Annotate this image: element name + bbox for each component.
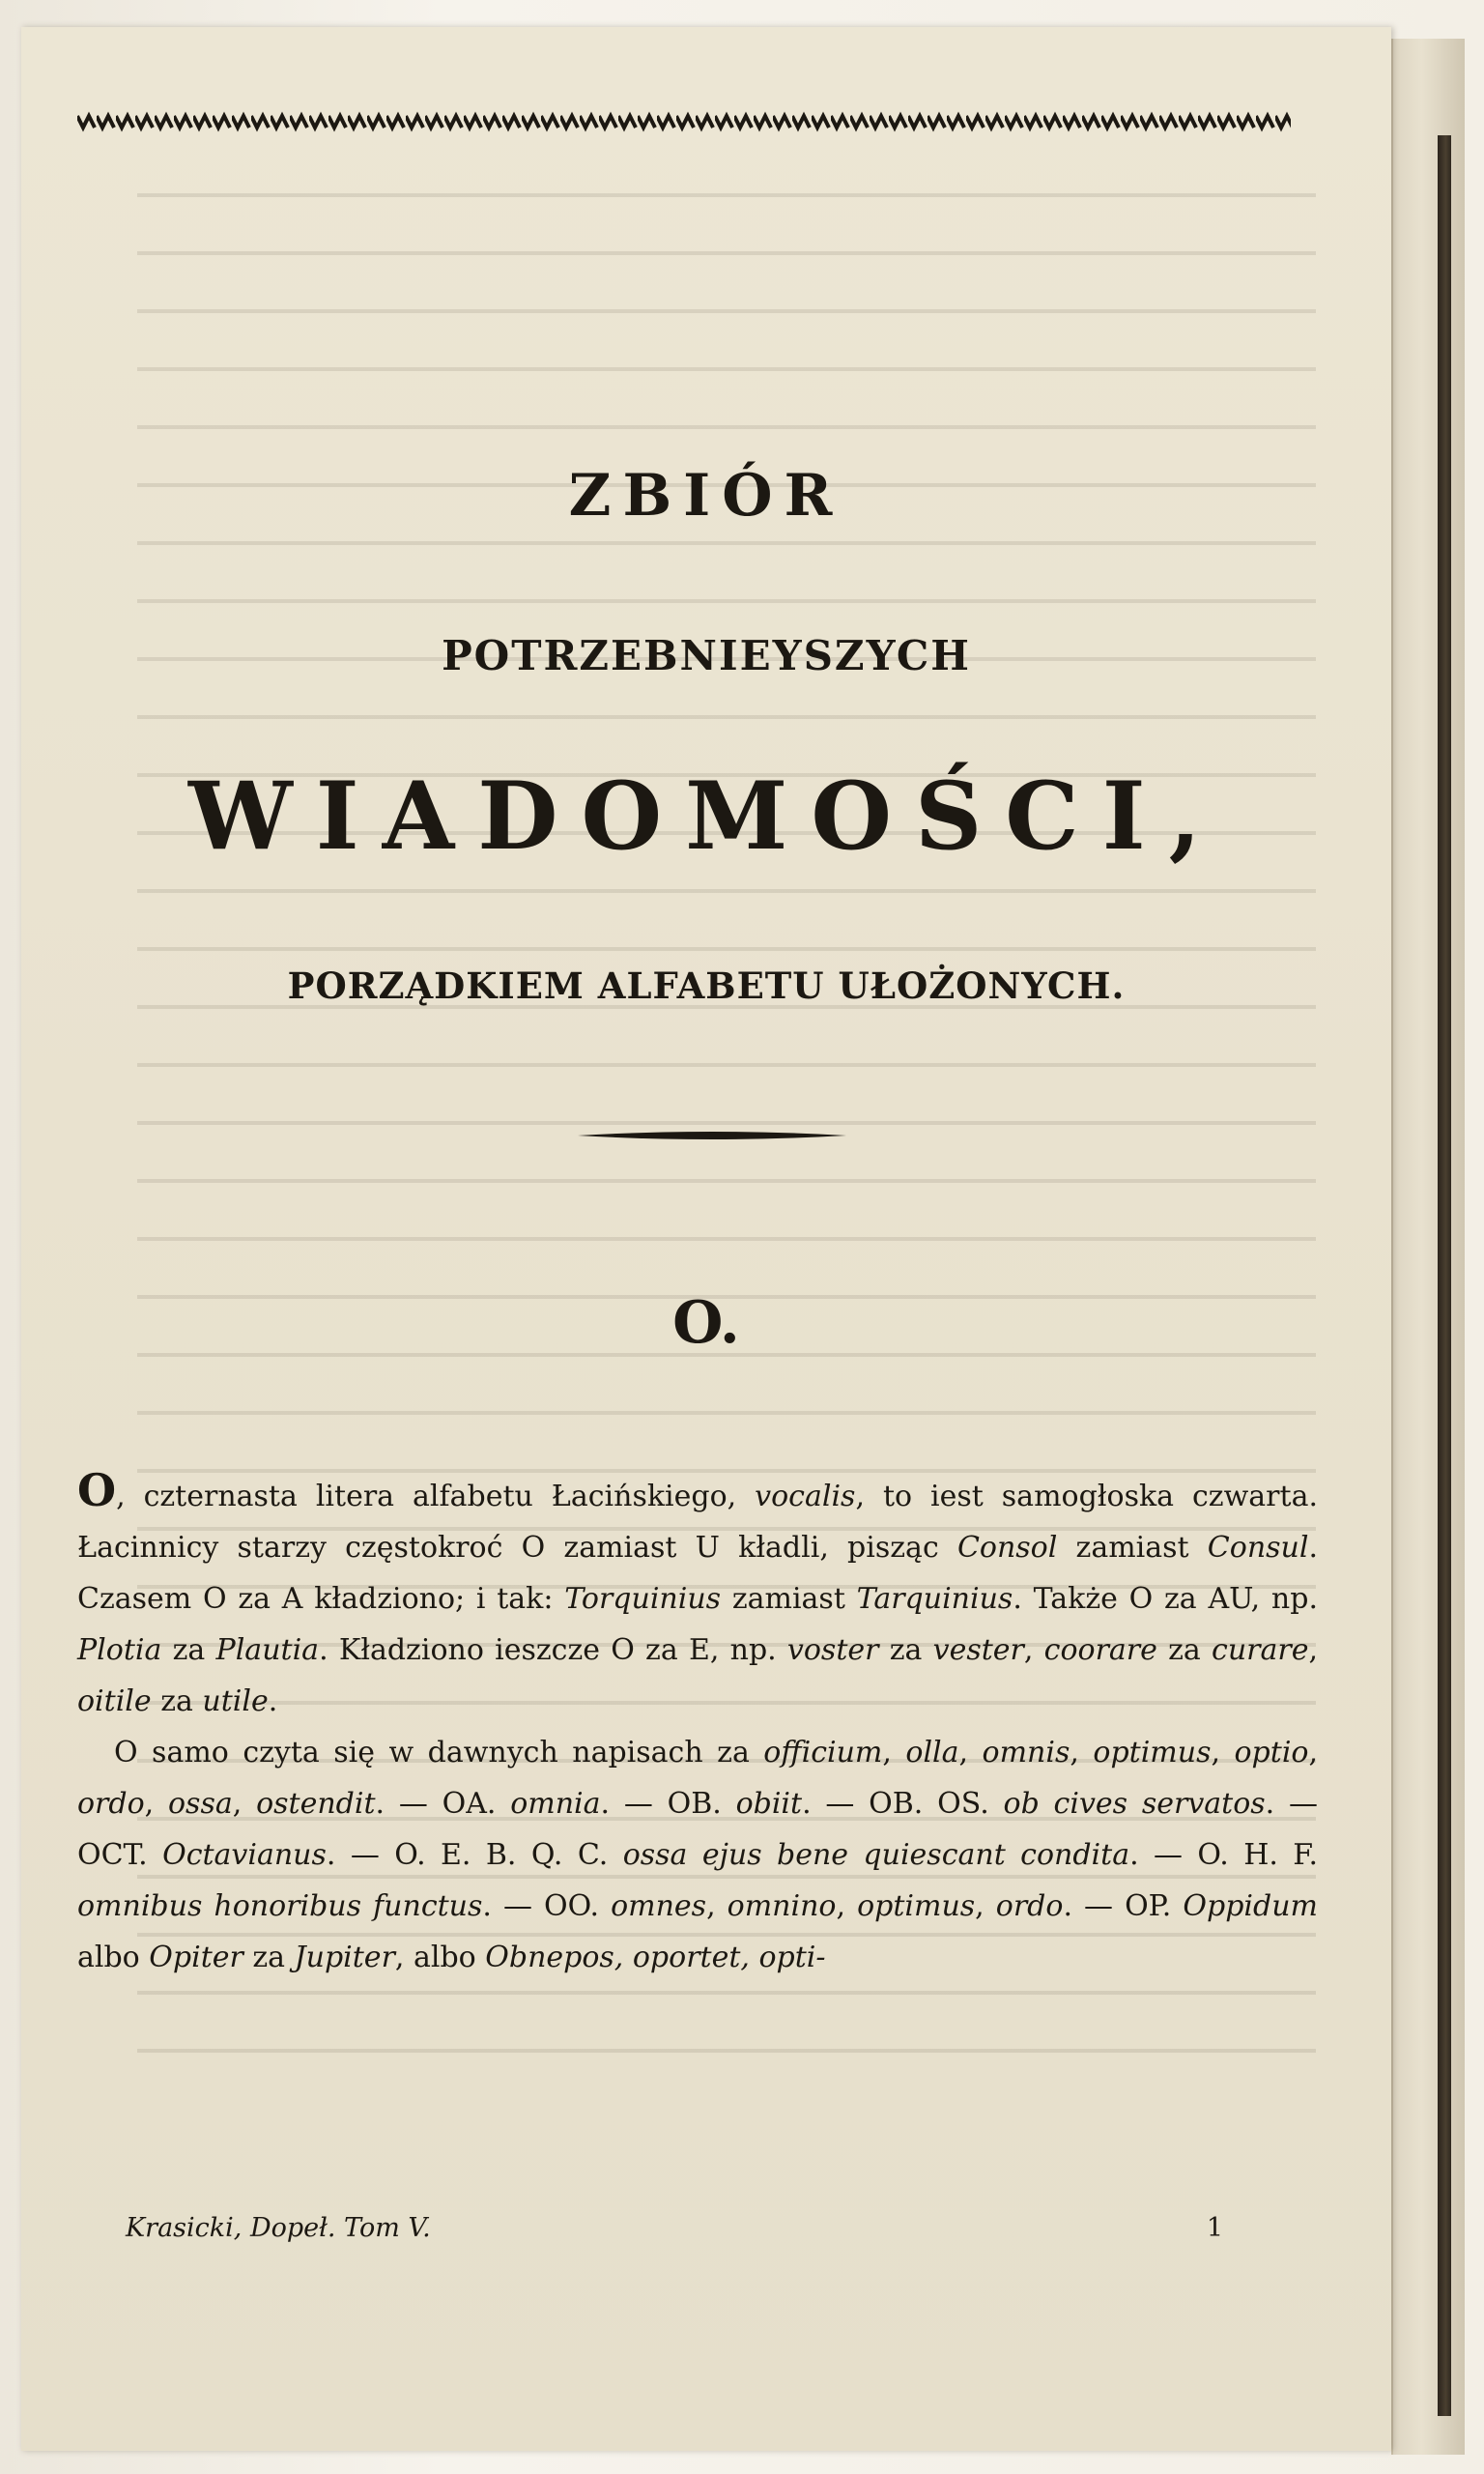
- italic-term: omnino: [727, 1889, 837, 1923]
- italic-term: omnis: [982, 1736, 1070, 1769]
- entry-body-text: [77, 1465, 1318, 1983]
- section-heading-letter: O.: [672, 1289, 740, 1357]
- italic-term: optio: [1234, 1736, 1309, 1769]
- italic-term: utile: [202, 1684, 269, 1718]
- text-run: ,: [144, 1787, 168, 1821]
- sheet-number: 1: [1206, 2213, 1223, 2243]
- paragraph-letter-o: [77, 1465, 1318, 1727]
- text-run: O samo czyta się w dawnych napisach za: [114, 1736, 764, 1769]
- italic-term: optimus: [1093, 1736, 1212, 1769]
- italic-term: omnia: [510, 1787, 601, 1821]
- text-run: . — OO.: [482, 1889, 612, 1923]
- italic-term: vester: [932, 1633, 1024, 1667]
- book-page-edges: [1391, 39, 1465, 2455]
- text-run: , to iest samogłoska czwarta. Łacinnicy starzy częstokroć O zamiast U kładli, pisząc: [77, 1480, 1318, 1565]
- book-page: [21, 27, 1391, 2451]
- italic-term: ossa: [168, 1787, 233, 1821]
- paragraph-abbreviations: [77, 1727, 1318, 1983]
- italic-term: vocalis: [755, 1480, 856, 1513]
- title-line-potrzebnieyszych: POTRZEBNIEYSZYCH: [442, 632, 971, 679]
- text-run: za: [878, 1633, 933, 1667]
- title-line-porzadkiem: PORZĄDKIEM ALFABETU UŁOŻONYCH.: [287, 964, 1126, 1007]
- text-run: . — OB.: [600, 1787, 736, 1821]
- text-run: . Kładziono ieszcze O za E, np.: [319, 1633, 787, 1667]
- text-run: . — O. H. F.: [1129, 1838, 1318, 1872]
- italic-term: Plautia: [215, 1633, 320, 1667]
- text-run: ,: [232, 1787, 257, 1821]
- text-run: . — OB. OS.: [802, 1787, 1004, 1821]
- text-run: ,: [836, 1889, 858, 1923]
- italic-term: ossa ejus bene quiescant condita: [622, 1838, 1130, 1872]
- text-run: . — OP.: [1063, 1889, 1184, 1923]
- signature-mark: Krasicki, Dopeł. Tom V.: [126, 2213, 431, 2243]
- italic-term: olla: [905, 1736, 959, 1769]
- italic-term: Torquinius: [564, 1582, 722, 1616]
- text-run: zamiast: [1057, 1531, 1208, 1565]
- text-run: albo: [77, 1941, 150, 1974]
- wavy-ornament-rule: [77, 102, 1291, 141]
- italic-term: ordo: [77, 1787, 145, 1821]
- title-line-wiadomosci: WIADOMOŚCI,: [187, 762, 1225, 871]
- text-run: za: [151, 1684, 203, 1718]
- text-run: . — OA.: [375, 1787, 511, 1821]
- italic-term: Tarquinius: [856, 1582, 1013, 1616]
- page-footer: [126, 2213, 1223, 2243]
- text-run: za: [243, 1941, 295, 1974]
- italic-term: officium: [763, 1736, 883, 1769]
- text-run: , albo: [394, 1941, 486, 1974]
- text-run: zamiast: [721, 1582, 857, 1616]
- book-spine: [1438, 135, 1451, 2416]
- italic-term: Opiter: [149, 1941, 243, 1974]
- text-run: . — OCT.: [77, 1787, 1318, 1872]
- italic-term: obiit: [735, 1787, 803, 1821]
- title-line-zbior: ZBIÓR: [568, 462, 844, 530]
- text-run: . Czasem O za A kładziono; i tak:: [77, 1531, 1318, 1616]
- text-run: ,: [706, 1889, 728, 1923]
- text-run: . Także O za AU, np.: [1013, 1582, 1318, 1616]
- italic-term: Consul: [1207, 1531, 1309, 1565]
- italic-term: coorare: [1043, 1633, 1157, 1667]
- italic-term: Oppidum: [1183, 1889, 1318, 1923]
- text-run: za: [1156, 1633, 1213, 1667]
- italic-term: Consol: [956, 1531, 1058, 1565]
- italic-term: voster: [786, 1633, 879, 1667]
- text-run: ,: [882, 1736, 906, 1769]
- italic-term: ob cives servatos: [1003, 1787, 1266, 1821]
- text-run: ,: [1308, 1633, 1319, 1667]
- italic-term: optimus: [857, 1889, 976, 1923]
- italic-term: Obnepos, oportet, opti-: [485, 1941, 826, 1974]
- italic-term: Plotia: [77, 1633, 162, 1667]
- italic-term: ostendit: [256, 1787, 376, 1821]
- italic-term: curare: [1212, 1633, 1309, 1667]
- text-run: za: [161, 1633, 216, 1667]
- italic-term: ordo: [995, 1889, 1064, 1923]
- swell-rule-ornament: [578, 1129, 846, 1142]
- text-run: ,: [975, 1889, 996, 1923]
- text-run: ,: [1308, 1736, 1319, 1769]
- italic-term: Octavianus: [162, 1838, 327, 1872]
- text-run: ,: [958, 1736, 983, 1769]
- text-run: .: [268, 1684, 278, 1718]
- text-run: , czternasta litera alfabetu Łacińskiego,: [116, 1480, 756, 1513]
- text-run: ,: [1070, 1736, 1094, 1769]
- text-run: ,: [1023, 1633, 1044, 1667]
- initial-letter: O: [77, 1464, 117, 1516]
- italic-term: omnes: [611, 1889, 707, 1923]
- italic-term: omnibus honoribus functus: [77, 1889, 483, 1923]
- text-run: . — O. E. B. Q. C.: [326, 1838, 623, 1872]
- text-run: ,: [1211, 1736, 1235, 1769]
- italic-term: oitile: [77, 1684, 152, 1718]
- italic-term: Jupiter: [294, 1941, 395, 1974]
